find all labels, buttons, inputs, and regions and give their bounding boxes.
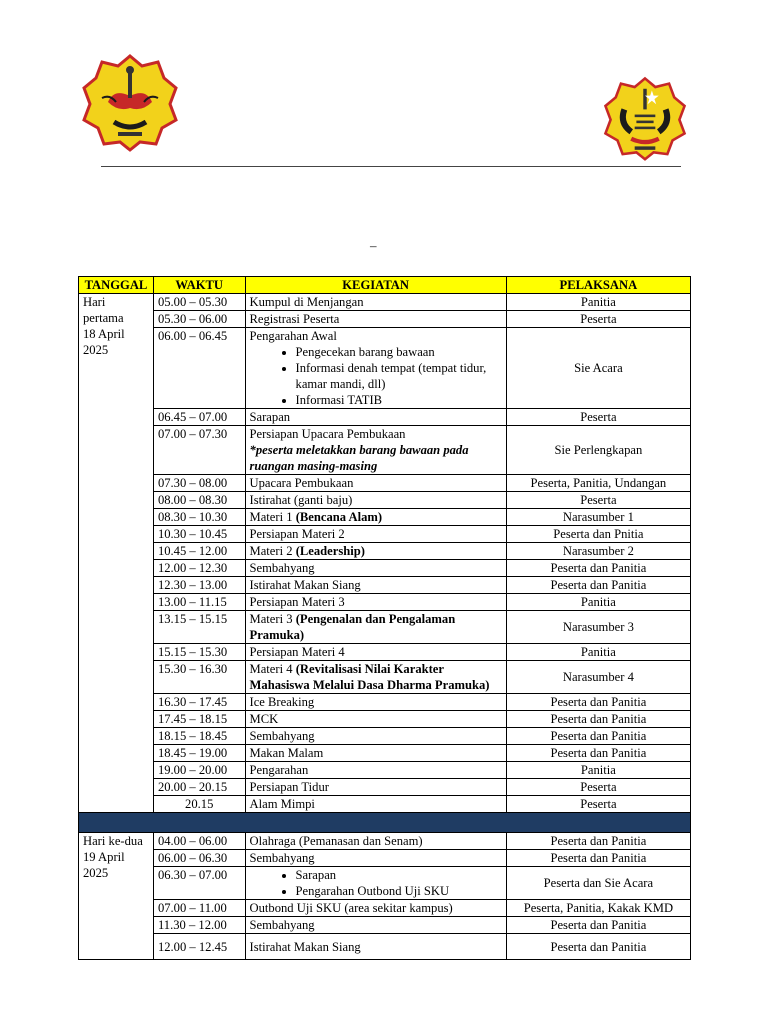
institution-logo-right	[602, 74, 688, 162]
time-cell: 12.00 – 12.45	[153, 934, 245, 960]
table-row	[79, 560, 691, 577]
executor-cell: Peserta dan Panitia	[506, 833, 690, 850]
activity-cell: Persiapan Upacara Pembukaan *peserta meletakkan barang bawaan pada ruangan masing-masing	[245, 426, 506, 475]
executor-cell: Peserta	[506, 492, 690, 509]
time-cell: 05.30 – 06.00	[153, 311, 245, 328]
title-dash: –	[370, 238, 377, 253]
time-cell: 10.30 – 10.45	[153, 526, 245, 543]
table-row	[79, 577, 691, 594]
activity-cell	[245, 867, 506, 900]
activity-cell: Registrasi Peserta	[245, 311, 506, 328]
time-cell: 06.00 – 06.30	[153, 850, 245, 867]
time-cell: 06.30 – 07.00	[153, 867, 245, 900]
day-separator	[79, 813, 691, 833]
executor-cell: Narasumber 1	[506, 509, 690, 526]
time-cell: 18.45 – 19.00	[153, 745, 245, 762]
table-row	[79, 543, 691, 560]
table-row	[79, 526, 691, 543]
time-cell: 12.00 – 12.30	[153, 560, 245, 577]
table-row	[79, 492, 691, 509]
table-row	[79, 311, 691, 328]
table-row	[79, 833, 691, 850]
table-row	[79, 917, 691, 934]
activity-cell: Pengarahan	[245, 762, 506, 779]
time-cell: 08.30 – 10.30	[153, 509, 245, 526]
header-executor: PELAKSANA	[506, 277, 690, 294]
time-cell: 13.15 – 15.15	[153, 611, 245, 644]
table-row	[79, 328, 691, 409]
table-row	[79, 509, 691, 526]
time-cell: 07.00 – 11.00	[153, 900, 245, 917]
table-row	[79, 850, 691, 867]
bullet-list	[250, 344, 502, 408]
time-cell: 08.00 – 08.30	[153, 492, 245, 509]
executor-cell: Peserta dan Sie Acara	[506, 867, 690, 900]
activity-cell: MCK	[245, 711, 506, 728]
time-cell: 06.45 – 07.00	[153, 409, 245, 426]
table-row	[79, 867, 691, 900]
day2-date: Hari ke-dua 19 April 2025	[79, 833, 154, 960]
executor-cell: Peserta dan Pnitia	[506, 526, 690, 543]
list-item: • Pengecekan barang bawaan	[296, 344, 502, 360]
day1-date: Hari pertama 18 April 2025	[79, 294, 154, 813]
executor-cell: Sie Acara	[506, 328, 690, 409]
table-row	[79, 728, 691, 745]
table-row	[79, 711, 691, 728]
activity-cell: Istirahat Makan Siang	[245, 577, 506, 594]
time-cell: 19.00 – 20.00	[153, 762, 245, 779]
activity-cell: Materi 3 (Pengenalan dan Pengalaman Pramuka)	[245, 611, 506, 644]
activity-cell: Kumpul di Menjangan	[245, 294, 506, 311]
executor-cell: Panitia	[506, 294, 690, 311]
table-row	[79, 594, 691, 611]
table-row	[79, 611, 691, 644]
table-row	[79, 409, 691, 426]
activity-cell: Alam Mimpi	[245, 796, 506, 813]
table-header-row	[79, 277, 691, 294]
table-row	[79, 644, 691, 661]
header-date: TANGGAL	[79, 277, 154, 294]
executor-cell: Panitia	[506, 594, 690, 611]
activity-cell: Istirahat (ganti baju)	[245, 492, 506, 509]
activity-cell: Persiapan Materi 4	[245, 644, 506, 661]
executor-cell: Peserta	[506, 409, 690, 426]
table-row	[79, 426, 691, 475]
activity-cell: Olahraga (Pemanasan dan Senam)	[245, 833, 506, 850]
time-cell: 10.45 – 12.00	[153, 543, 245, 560]
table-row	[79, 762, 691, 779]
table-row	[79, 900, 691, 917]
time-cell: 06.00 – 06.45	[153, 328, 245, 409]
executor-cell: Peserta, Panitia, Kakak KMD	[506, 900, 690, 917]
activity-cell: Sembahyang	[245, 728, 506, 745]
executor-cell: Peserta	[506, 796, 690, 813]
time-cell: 04.00 – 06.00	[153, 833, 245, 850]
table-row	[79, 745, 691, 762]
table-row	[79, 934, 691, 960]
bullet-list	[250, 867, 502, 899]
time-cell: 15.30 – 16.30	[153, 661, 245, 694]
executor-cell: Narasumber 2	[506, 543, 690, 560]
activity-cell: Sembahyang	[245, 850, 506, 867]
table-row	[79, 779, 691, 796]
activity-cell: Sembahyang	[245, 917, 506, 934]
executor-cell: Sie Perlengkapan	[506, 426, 690, 475]
activity-cell: Sembahyang	[245, 560, 506, 577]
activity-cell: Upacara Pembukaan	[245, 475, 506, 492]
header-activity: KEGIATAN	[245, 277, 506, 294]
table-row	[79, 475, 691, 492]
table-row	[79, 694, 691, 711]
time-cell: 17.45 – 18.15	[153, 711, 245, 728]
executor-cell: Narasumber 4	[506, 661, 690, 694]
activity-cell: Materi 1 (Bencana Alam)	[245, 509, 506, 526]
executor-cell: Peserta dan Panitia	[506, 745, 690, 762]
executor-cell: Peserta dan Panitia	[506, 850, 690, 867]
executor-cell: Peserta dan Panitia	[506, 728, 690, 745]
table-row	[79, 796, 691, 813]
time-cell: 20.00 – 20.15	[153, 779, 245, 796]
list-item: • Informasi denah tempat (tempat tidur, kamar mandi, dll)	[296, 360, 502, 392]
executor-cell: Peserta	[506, 311, 690, 328]
time-cell: 20.15	[153, 796, 245, 813]
executor-cell: Peserta dan Panitia	[506, 577, 690, 594]
schedule-table	[78, 276, 691, 960]
executor-cell: Peserta dan Panitia	[506, 917, 690, 934]
header-time: WAKTU	[153, 277, 245, 294]
activity-cell: Outbond Uji SKU (area sekitar kampus)	[245, 900, 506, 917]
executor-cell: Peserta dan Panitia	[506, 560, 690, 577]
executor-cell: Peserta dan Panitia	[506, 711, 690, 728]
executor-cell: Peserta	[506, 779, 690, 796]
activity-cell: Persiapan Materi 2	[245, 526, 506, 543]
activity-cell: Materi 4 (Revitalisasi Nilai Karakter Mahasiswa Melalui Dasa Dharma Pramuka)	[245, 661, 506, 694]
time-cell: 11.30 – 12.00	[153, 917, 245, 934]
time-cell: 18.15 – 18.45	[153, 728, 245, 745]
time-cell: 07.30 – 08.00	[153, 475, 245, 492]
activity-cell: Ice Breaking	[245, 694, 506, 711]
executor-cell: Panitia	[506, 644, 690, 661]
activity-note: *peserta meletakkan barang bawaan pada ruangan masing-masing	[249, 443, 469, 473]
time-cell: 12.30 – 13.00	[153, 577, 245, 594]
activity-cell: Makan Malam	[245, 745, 506, 762]
activity-cell: Pengarahan Awal • Pengecekan barang bawaan • Informasi denah tempat (tempat tidur, kamar mandi, dll) • Informasi TATIB	[245, 328, 506, 409]
list-item: • Informasi TATIB	[296, 392, 502, 408]
table-row	[79, 294, 691, 311]
list-item: • Sarapan	[296, 867, 502, 883]
executor-cell: Peserta dan Panitia	[506, 934, 690, 960]
executor-cell: Narasumber 3	[506, 611, 690, 644]
time-cell: 13.00 – 11.15	[153, 594, 245, 611]
time-cell: 07.00 – 07.30	[153, 426, 245, 475]
executor-cell: Peserta dan Panitia	[506, 694, 690, 711]
time-cell: 16.30 – 17.45	[153, 694, 245, 711]
executor-cell: Peserta, Panitia, Undangan	[506, 475, 690, 492]
institution-logo-left	[80, 52, 180, 152]
list-item: • Pengarahan Outbond Uji SKU	[296, 883, 502, 899]
time-cell: 15.15 – 15.30	[153, 644, 245, 661]
activity-cell: Istirahat Makan Siang	[245, 934, 506, 960]
time-cell: 05.00 – 05.30	[153, 294, 245, 311]
activity-cell: Sarapan	[245, 409, 506, 426]
table-row	[79, 661, 691, 694]
header-divider	[101, 166, 681, 167]
activity-cell: Persiapan Materi 3	[245, 594, 506, 611]
executor-cell: Panitia	[506, 762, 690, 779]
activity-cell: Materi 2 (Leadership)	[245, 543, 506, 560]
day-separator-row	[79, 813, 691, 833]
activity-cell: Persiapan Tidur	[245, 779, 506, 796]
